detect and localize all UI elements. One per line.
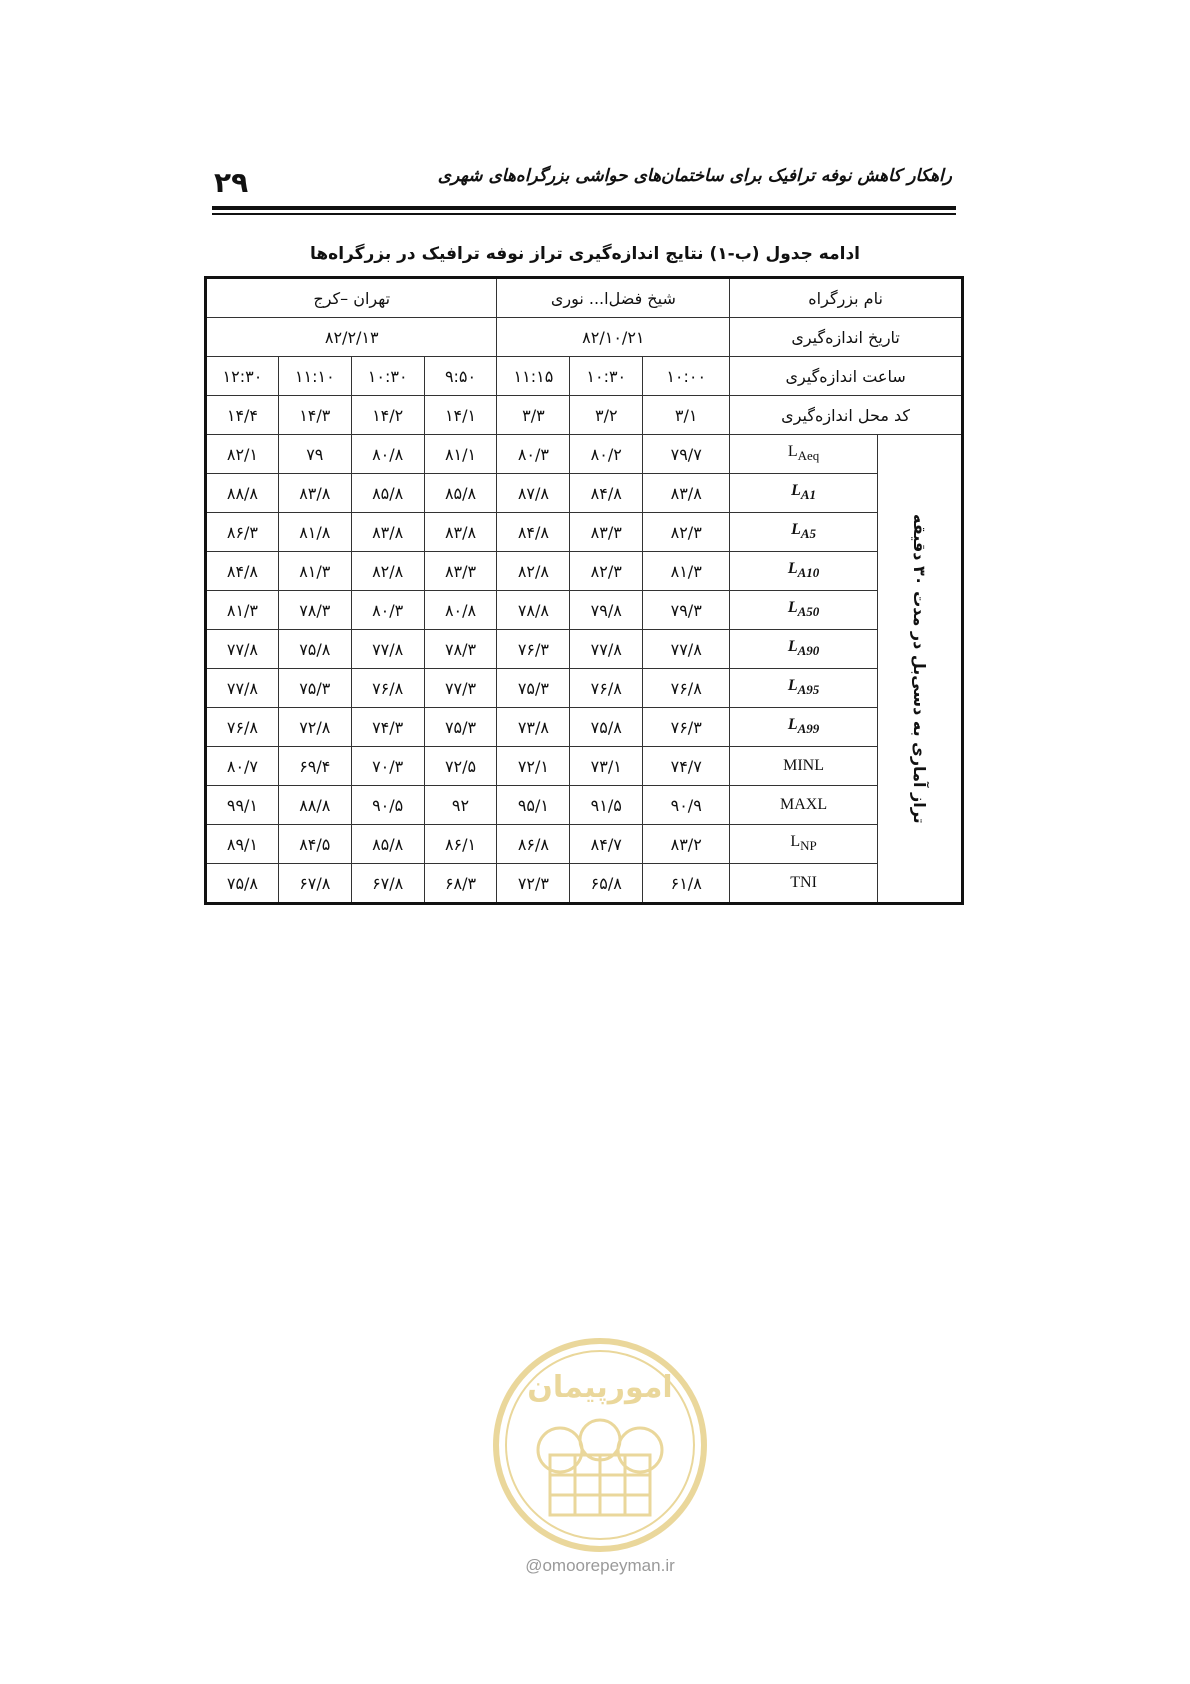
metric-value: ۷۹/۷ [643,435,730,474]
row-location [206,396,963,435]
metric-value: ۷۹ [278,435,351,474]
metric-value: ۹۵/۱ [497,786,570,825]
metric-value: ۷۴/۷ [643,747,730,786]
metric-value: ۸۰/۸ [351,435,424,474]
row-date [206,318,963,357]
metric-subscript: A50 [797,604,820,620]
metric-label [730,825,878,864]
metric-row [206,708,963,747]
metric-label [730,474,878,513]
metric-subscript: A95 [797,682,820,698]
metric-label [730,747,878,786]
metric-value: ۷۸/۳ [278,591,351,630]
metric-row [206,825,963,864]
metric-value: ۸۸/۸ [206,474,279,513]
metric-label [730,786,878,825]
location-cell: ۱۴/۱ [424,396,497,435]
metric-value: ۷۵/۸ [570,708,643,747]
metric-row [206,747,963,786]
metric-value: ۹۰/۵ [351,786,424,825]
metric-base: L [791,521,801,539]
row-time [206,357,963,396]
watermark-logo-text: امورپیمان [527,1370,673,1405]
location-cell: ۱۴/۲ [351,396,424,435]
metric-value: ۹۱/۵ [570,786,643,825]
metric-row [206,630,963,669]
metric-label [730,630,878,669]
row-label-location: کد محل اندازه‌گیری [730,396,963,435]
metric-row [206,513,963,552]
metric-value: ۷۶/۳ [643,708,730,747]
metric-value: ۸۳/۳ [570,513,643,552]
metric-value: ۷۵/۳ [497,669,570,708]
metric-value: ۸۴/۵ [278,825,351,864]
metric-value: ۸۳/۲ [643,825,730,864]
metric-value: ۸۷/۸ [497,474,570,513]
metric-value: ۸۸/۸ [278,786,351,825]
location-cell: ۳/۱ [643,396,730,435]
metric-base: L [791,482,801,500]
metric-value: ۸۴/۸ [570,474,643,513]
metric-value: ۷۶/۸ [570,669,643,708]
metric-subscript: A1 [800,487,817,503]
row-label-time: ساعت اندازه‌گیری [730,357,963,396]
table-caption: ادامه جدول (ب-۱) نتایج اندازه‌گیری تراز نوفه ترافیک در بزرگراه‌ها [309,244,861,264]
metric-value: ۷۷/۸ [206,669,279,708]
metric-value: ۸۶/۸ [497,825,570,864]
metric-base: L [787,677,798,695]
group-label-vertical: تراز آماری به دسی‌بل در مدت ۳۰ دقیقه [877,435,962,904]
metric-value: ۸۳/۸ [278,474,351,513]
metric-value: ۷۴/۳ [351,708,424,747]
row-label-date: تاریخ اندازه‌گیری [730,318,963,357]
metric-value: ۷۷/۸ [351,630,424,669]
metric-value: ۸۵/۸ [424,474,497,513]
watermark-url: @omoorepeyman.ir [525,1556,675,1575]
metric-value: ۸۹/۱ [206,825,279,864]
metric-value: ۸۲/۱ [206,435,279,474]
metric-row [206,669,963,708]
location-cell: ۱۴/۳ [278,396,351,435]
metric-base: TNI [790,874,817,891]
metric-base: L [787,560,798,578]
metric-value: ۸۶/۳ [206,513,279,552]
metric-row [206,474,963,513]
metric-value: ۸۱/۱ [424,435,497,474]
time-cell: ۱۰:۰۰ [643,357,730,396]
metric-value: ۷۶/۸ [351,669,424,708]
metric-value: ۸۰/۳ [351,591,424,630]
metric-value: ۷۹/۸ [570,591,643,630]
highway-name-tehran-karaj: تهران –کرج [206,278,497,318]
metric-value: ۸۰/۲ [570,435,643,474]
metric-value: ۸۳/۳ [424,552,497,591]
metric-value: ۶۷/۸ [278,864,351,904]
metric-value: ۸۰/۳ [497,435,570,474]
metric-row [206,435,963,474]
metric-value: ۷۵/۳ [424,708,497,747]
metric-subscript: Aeq [797,448,820,464]
watermark-logo [490,1335,710,1555]
metric-value: ۸۵/۸ [351,825,424,864]
metric-row [206,591,963,630]
metric-value: ۷۵/۳ [278,669,351,708]
metric-label [730,435,878,474]
highway-name-sheikh: شیخ فضل‌ا... نوری [497,278,730,318]
metric-label [730,708,878,747]
metric-value: ۸۲/۳ [643,513,730,552]
running-header-title: راهکار کاهش نوفه ترافیک برای ساختمان‌های حواشی بزرگراه‌های شهری [437,166,952,186]
metric-value: ۷۲/۱ [497,747,570,786]
metric-value: ۷۶/۸ [643,669,730,708]
metric-label [730,513,878,552]
metric-base: MINL [783,757,825,774]
metric-value: ۸۱/۳ [643,552,730,591]
metric-value: ۸۴/۷ [570,825,643,864]
metric-value: ۷۸/۸ [497,591,570,630]
time-cell: ۱۲:۳۰ [206,357,279,396]
metric-value: ۹۰/۹ [643,786,730,825]
metric-value: ۷۶/۸ [206,708,279,747]
metric-value: ۸۴/۸ [206,552,279,591]
metric-label [730,864,878,904]
metric-label [730,591,878,630]
metric-value: ۸۴/۸ [497,513,570,552]
metric-label [730,669,878,708]
time-cell: ۱۰:۳۰ [351,357,424,396]
metric-value: ۷۷/۳ [424,669,497,708]
metric-value: ۶۸/۳ [424,864,497,904]
metric-value: ۶۵/۸ [570,864,643,904]
date-tehran-karaj: ۸۲/۲/۱۳ [206,318,497,357]
metric-label [730,552,878,591]
metric-base: MAXL [780,796,828,813]
metric-value: ۸۶/۱ [424,825,497,864]
noise-measurement-table [204,276,964,905]
metric-value: ۷۶/۳ [497,630,570,669]
date-sheikh: ۸۲/۱۰/۲۱ [497,318,730,357]
metric-value: ۷۰/۳ [351,747,424,786]
time-cell: ۱۱:۱۰ [278,357,351,396]
time-cell: ۱۰:۳۰ [570,357,643,396]
metric-value: ۸۲/۸ [497,552,570,591]
metric-value: ۶۹/۴ [278,747,351,786]
metric-value: ۷۲/۳ [497,864,570,904]
metric-value: ۹۲ [424,786,497,825]
metric-value: ۸۳/۸ [643,474,730,513]
metric-value: ۷۲/۵ [424,747,497,786]
metric-subscript: A5 [800,526,817,542]
row-highway [206,278,963,318]
header-rule-thin [212,213,956,215]
metric-value: ۸۳/۸ [351,513,424,552]
metric-subscript: A90 [797,643,820,659]
location-cell: ۳/۳ [497,396,570,435]
page-number: ۲۹ [214,166,249,199]
metric-value: ۸۳/۸ [424,513,497,552]
metric-value: ۷۷/۸ [206,630,279,669]
metric-subscript: A99 [797,721,820,737]
metric-base: L [787,443,798,461]
metric-value: ۸۱/۳ [206,591,279,630]
time-cell: ۹:۵۰ [424,357,497,396]
metric-value: ۹۹/۱ [206,786,279,825]
metric-value: ۷۹/۳ [643,591,730,630]
metric-base: L [790,833,801,851]
metric-value: ۷۵/۸ [278,630,351,669]
metric-base: L [787,599,798,617]
metric-subscript: A10 [797,565,820,581]
metric-value: ۸۱/۸ [278,513,351,552]
metric-value: ۸۰/۷ [206,747,279,786]
metric-base: L [787,716,798,734]
metric-value: ۷۲/۸ [278,708,351,747]
metric-row [206,552,963,591]
row-label-highway: نام بزرگراه [730,278,963,318]
metric-row [206,864,963,904]
metric-value: ۷۳/۱ [570,747,643,786]
metric-value: ۷۸/۳ [424,630,497,669]
metric-value: ۷۳/۸ [497,708,570,747]
location-cell: ۳/۲ [570,396,643,435]
metric-value: ۷۵/۸ [206,864,279,904]
time-cell: ۱۱:۱۵ [497,357,570,396]
metric-value: ۷۷/۸ [643,630,730,669]
metric-value: ۸۵/۸ [351,474,424,513]
metric-value: ۶۷/۸ [351,864,424,904]
metric-subscript: NP [800,838,817,854]
metric-value: ۸۲/۳ [570,552,643,591]
metric-value: ۸۰/۸ [424,591,497,630]
metric-row [206,786,963,825]
metric-value: ۶۱/۸ [643,864,730,904]
location-cell: ۱۴/۴ [206,396,279,435]
metric-value: ۷۷/۸ [570,630,643,669]
metric-value: ۸۲/۸ [351,552,424,591]
metric-value: ۸۱/۳ [278,552,351,591]
metric-base: L [787,638,798,656]
header-rule-thick [212,206,956,210]
